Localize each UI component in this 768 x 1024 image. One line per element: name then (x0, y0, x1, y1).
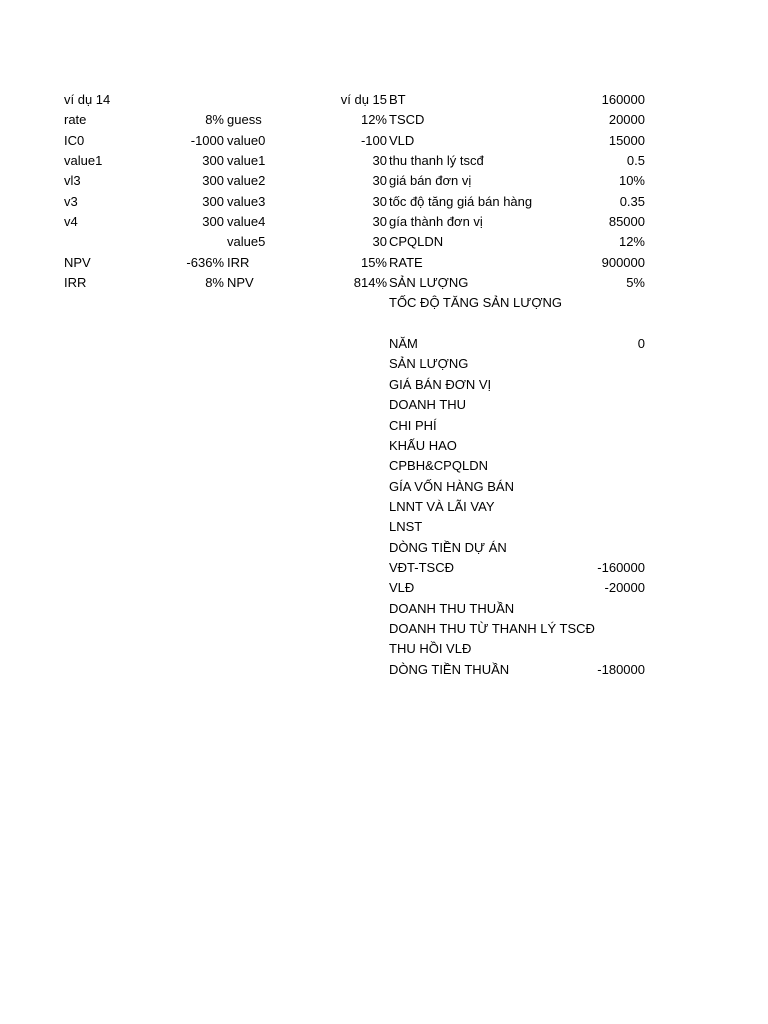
cell-c4: -100 (360, 132, 387, 148)
cell-c6: 5% (626, 275, 645, 291)
cell-c6: 0.5 (626, 153, 645, 169)
cell-c5: GIÁ BÁN ĐƠN VỊ (389, 376, 492, 392)
table-row (0, 639, 768, 659)
cell-c5: tốc độ tăng giá bán hàng (389, 193, 533, 209)
cell-c6: 0 (637, 336, 645, 352)
cell-c4: 30 (372, 193, 387, 209)
cell-c1: value1 (64, 153, 103, 169)
cell-c4: 814% (353, 275, 387, 291)
table-row (0, 253, 768, 273)
cell-c3: NPV (227, 275, 254, 291)
cell-c2: 300 (202, 173, 224, 189)
cell-c6: 12% (618, 234, 645, 250)
cell-c3: IRR (227, 254, 250, 270)
table-row (0, 151, 768, 171)
cell-c5: CPBH&CPQLDN (389, 458, 488, 474)
cell-c3: guess (227, 112, 262, 128)
cell-c1: IC0 (64, 132, 85, 148)
cell-c5: GÍA VỐN HÀNG BÁN (389, 478, 514, 494)
cell-c6: 15000 (608, 132, 645, 148)
table-row (0, 456, 768, 476)
cell-c1: v3 (64, 193, 78, 209)
table-row (0, 538, 768, 558)
cell-c6: 10% (618, 173, 645, 189)
cell-c5: DOANH THU THUẦN (389, 600, 515, 616)
table-row (0, 477, 768, 497)
cell-c1: ví dụ 14 (64, 92, 111, 107)
cell-c6: 20000 (608, 112, 645, 128)
cell-c5: TSCD (389, 112, 425, 128)
table-row (0, 578, 768, 598)
cell-c5: DÒNG TIỀN THUẦN (389, 661, 510, 677)
table-row (0, 436, 768, 456)
cell-c5: RATE (389, 254, 423, 270)
cell-c5: thu thanh lý tscđ (389, 153, 484, 169)
cell-c5: NĂM (389, 336, 418, 352)
cell-c2: 8% (205, 275, 224, 291)
table-row (0, 110, 768, 130)
cell-c1: NPV (64, 254, 91, 270)
cell-c5: DÒNG TIỀN DỰ ÁN (389, 539, 507, 555)
cell-c6: -20000 (604, 580, 645, 596)
cell-c5: BT (389, 92, 406, 107)
table-row (0, 273, 768, 293)
cell-c2: 300 (202, 214, 224, 230)
table-row (0, 416, 768, 436)
cell-c4: 12% (360, 112, 387, 128)
table-row (0, 558, 768, 578)
cell-c4: 30 (372, 234, 387, 250)
cell-c5: LNNT VÀ LÃI VAY (389, 498, 495, 514)
cell-c2: -1000 (190, 132, 224, 148)
cell-c5: VLD (389, 132, 415, 148)
cell-c3: value0 (227, 132, 266, 148)
cell-c1: v4 (64, 214, 78, 230)
cell-c2: -636% (186, 254, 224, 270)
cell-c2: 8% (205, 112, 224, 128)
table-row (0, 314, 768, 334)
cell-c2: 300 (202, 153, 224, 169)
cell-c5: SẢN LƯỢNG (389, 356, 469, 372)
table-row (0, 619, 768, 639)
spreadsheet-page (0, 90, 768, 680)
cell-c6: 160000 (601, 92, 645, 107)
cell-c5: DOANH THU (389, 397, 467, 413)
table-row (0, 334, 768, 354)
cell-c1: vl3 (64, 173, 81, 189)
cell-c3: value5 (227, 234, 266, 250)
cell-c6: 85000 (608, 214, 645, 230)
cell-c5: THU HỒI VLĐ (389, 641, 472, 657)
cell-c6: -160000 (597, 559, 645, 575)
table-row (0, 232, 768, 252)
cell-c5: SẢN LƯỢNG (389, 275, 469, 291)
cell-c6: 0.35 (619, 193, 645, 209)
cell-c6: 900000 (601, 254, 645, 270)
cell-c5: TỐC ĐỘ TĂNG SẢN LƯỢNG (389, 295, 562, 311)
cell-c5: LNST (389, 519, 423, 535)
cell-c4: 30 (372, 173, 387, 189)
table-row (0, 354, 768, 374)
table-row (0, 599, 768, 619)
cell-c3: value4 (227, 214, 266, 230)
cell-c5: VLĐ (389, 580, 415, 596)
cell-c2: 300 (202, 193, 224, 209)
cell-c3: value2 (227, 173, 266, 189)
table-row (0, 395, 768, 415)
table-row (0, 660, 768, 680)
table-row (0, 497, 768, 517)
table-row (0, 517, 768, 537)
cell-c5: giá bán đơn vị (389, 173, 472, 189)
cell-c5: VĐT-TSCĐ (389, 559, 454, 575)
table-row (0, 212, 768, 232)
table-row (0, 293, 768, 313)
cell-c5: DOANH THU TỪ THANH LÝ TSCĐ (389, 620, 595, 636)
cell-c1: rate (64, 112, 87, 128)
cell-c4: 30 (372, 214, 387, 230)
cell-c5: gía thành đơn vị (389, 214, 483, 230)
cell-c4: ví dụ 15 (340, 92, 387, 107)
table-row (0, 131, 768, 151)
table-row (0, 375, 768, 395)
cell-c5: CPQLDN (389, 234, 444, 250)
cell-c4: 30 (372, 153, 387, 169)
table-row (0, 90, 768, 110)
table-row (0, 192, 768, 212)
cell-c6: -180000 (597, 661, 645, 677)
table-row (0, 171, 768, 191)
cell-c3: value3 (227, 193, 266, 209)
cell-c4: 15% (360, 254, 387, 270)
cell-c3: value1 (227, 153, 266, 169)
cell-c1: IRR (64, 275, 87, 291)
cell-c5: KHẤU HAO (389, 437, 457, 453)
cell-c5: CHI PHÍ (389, 417, 437, 433)
